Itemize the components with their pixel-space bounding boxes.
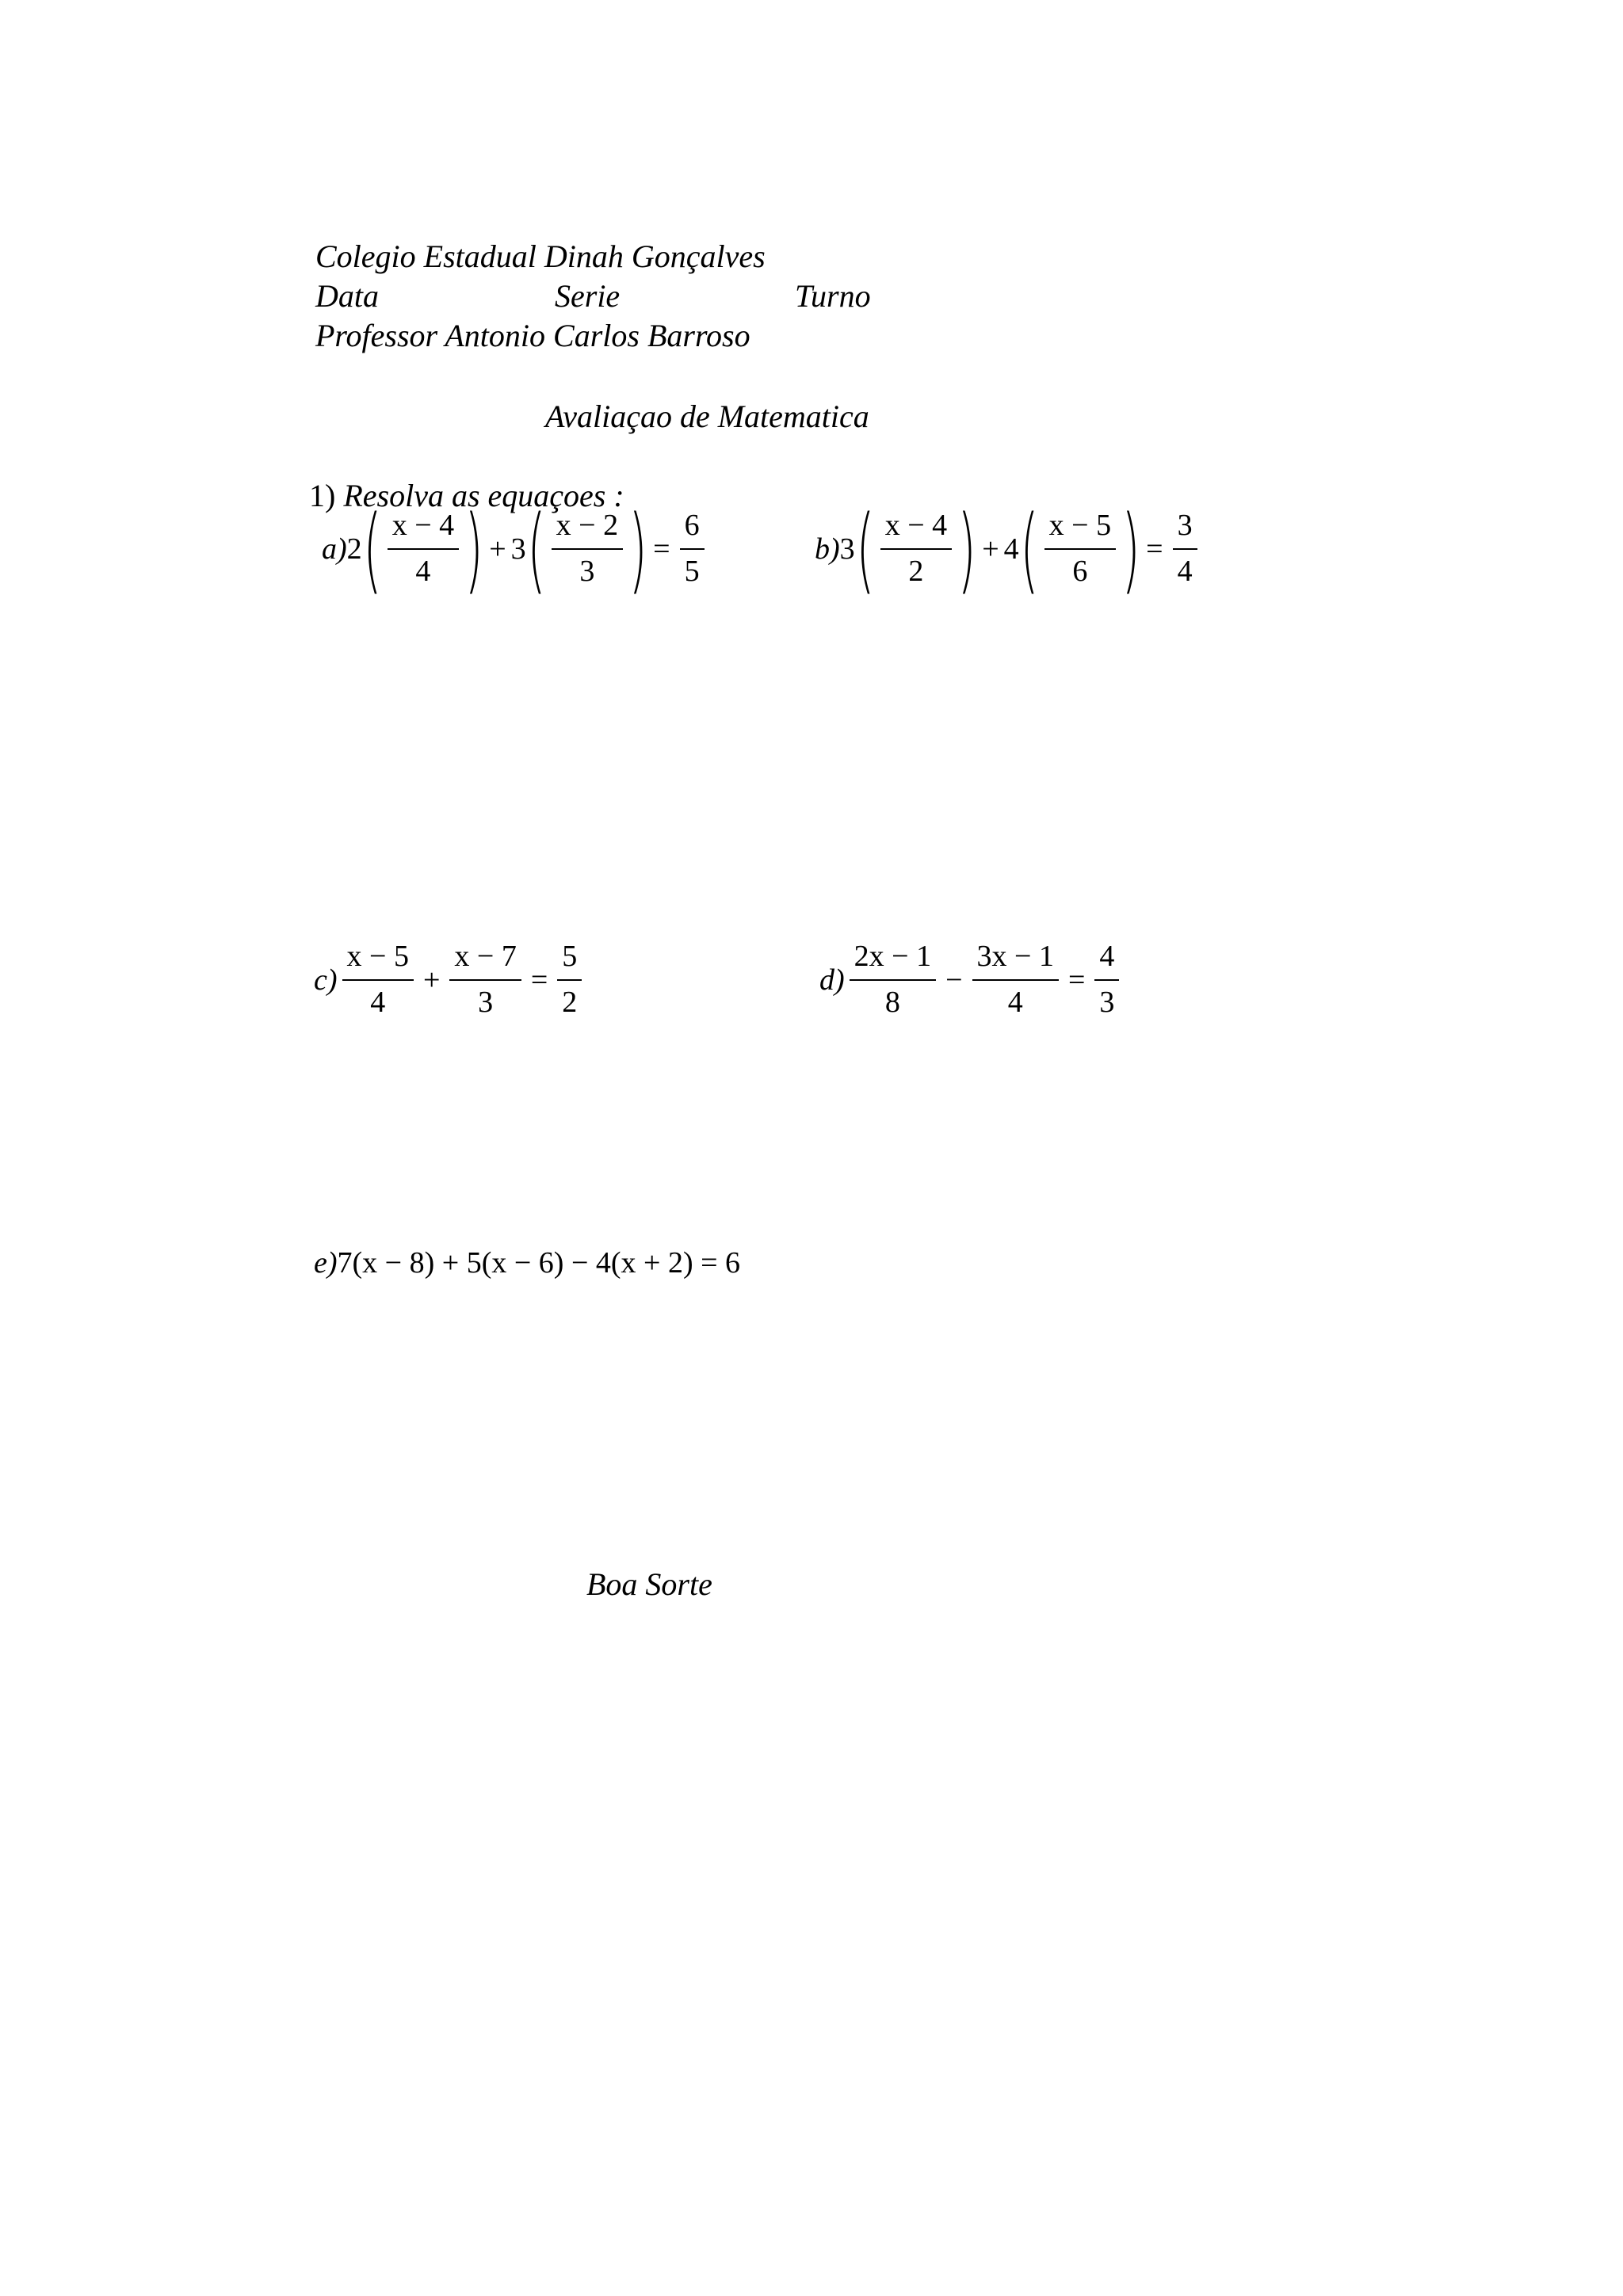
operator: + — [422, 963, 441, 997]
equation-label: d) — [819, 963, 845, 997]
page-title: Avaliaçao de Matematica — [545, 399, 869, 434]
numerator: 4 — [1094, 941, 1119, 981]
right-paren: ) — [628, 494, 647, 604]
series-label: Serie — [555, 278, 621, 314]
teacher-name: Professor Antonio Carlos Barroso — [315, 318, 750, 353]
fraction — [552, 510, 623, 588]
left-paren: ( — [856, 494, 875, 604]
fraction — [1044, 510, 1116, 588]
coefficient: 3 — [839, 532, 855, 566]
left-paren: ( — [1020, 494, 1039, 604]
numerator: 6 — [680, 510, 705, 550]
denominator: 8 — [884, 985, 900, 1019]
numerator: x − 7 — [449, 941, 521, 981]
denominator: 6 — [1072, 555, 1088, 589]
equation-label: c) — [314, 963, 338, 997]
fraction — [388, 510, 459, 588]
numerator: x − 5 — [1044, 510, 1116, 550]
result-fraction — [1094, 941, 1119, 1019]
school-name: Colegio Estadual Dinah Gonçalves — [315, 238, 766, 274]
fraction — [449, 941, 521, 1019]
numerator: x − 4 — [388, 510, 459, 550]
denominator: 4 — [370, 985, 386, 1019]
numerator: x − 5 — [342, 941, 414, 981]
numerator: x − 2 — [552, 510, 623, 550]
equals-sign: = — [1146, 532, 1163, 566]
denominator: 2 — [562, 985, 578, 1019]
equation-e — [314, 1245, 740, 1280]
right-paren: ) — [1121, 494, 1140, 604]
closing-message: Boa Sorte — [586, 1566, 712, 1602]
coefficient: 2 — [346, 532, 362, 566]
denominator: 5 — [684, 555, 700, 589]
result-fraction — [680, 510, 705, 588]
result-fraction — [1173, 510, 1197, 588]
shift-label: Turno — [795, 278, 871, 314]
operator: + — [489, 532, 506, 566]
coefficient: 3 — [510, 532, 526, 566]
equals-sign: = — [653, 532, 670, 566]
date-label: Data — [315, 278, 379, 314]
equals-sign: = — [530, 963, 548, 997]
result-fraction — [557, 941, 582, 1019]
denominator: 4 — [415, 555, 431, 589]
right-paren: ) — [957, 494, 976, 604]
left-paren: ( — [363, 494, 382, 604]
denominator: 3 — [579, 555, 595, 589]
numerator: 2x − 1 — [850, 941, 936, 981]
fraction — [342, 941, 414, 1019]
equation-d — [819, 941, 1124, 1019]
denominator: 3 — [478, 985, 494, 1019]
right-paren: ) — [464, 494, 483, 604]
equation-b — [815, 494, 1202, 604]
coefficient: 4 — [1003, 532, 1019, 566]
left-paren: ( — [527, 494, 546, 604]
numerator: 3x − 1 — [972, 941, 1059, 981]
equation-label: e) — [314, 1246, 338, 1280]
fraction — [972, 941, 1059, 1019]
fraction — [880, 510, 952, 588]
denominator: 4 — [1007, 985, 1023, 1019]
question-prompt: Resolva as equaçoes : — [343, 478, 624, 513]
fraction — [850, 941, 936, 1019]
equation-label: a) — [322, 532, 347, 566]
numerator: 5 — [557, 941, 582, 981]
numerator: x − 4 — [880, 510, 952, 550]
denominator: 4 — [1177, 555, 1193, 589]
equation-expression: 7(x − 8) + 5(x − 6) − 4(x + 2) = 6 — [337, 1246, 741, 1280]
denominator: 2 — [908, 555, 924, 589]
equation-c — [314, 941, 586, 1019]
denominator: 3 — [1099, 985, 1115, 1019]
question-number: 1) — [309, 478, 336, 513]
operator: + — [982, 532, 999, 566]
operator: − — [945, 963, 963, 997]
equation-label: b) — [815, 532, 840, 566]
numerator: 3 — [1173, 510, 1197, 550]
equals-sign: = — [1067, 963, 1086, 997]
